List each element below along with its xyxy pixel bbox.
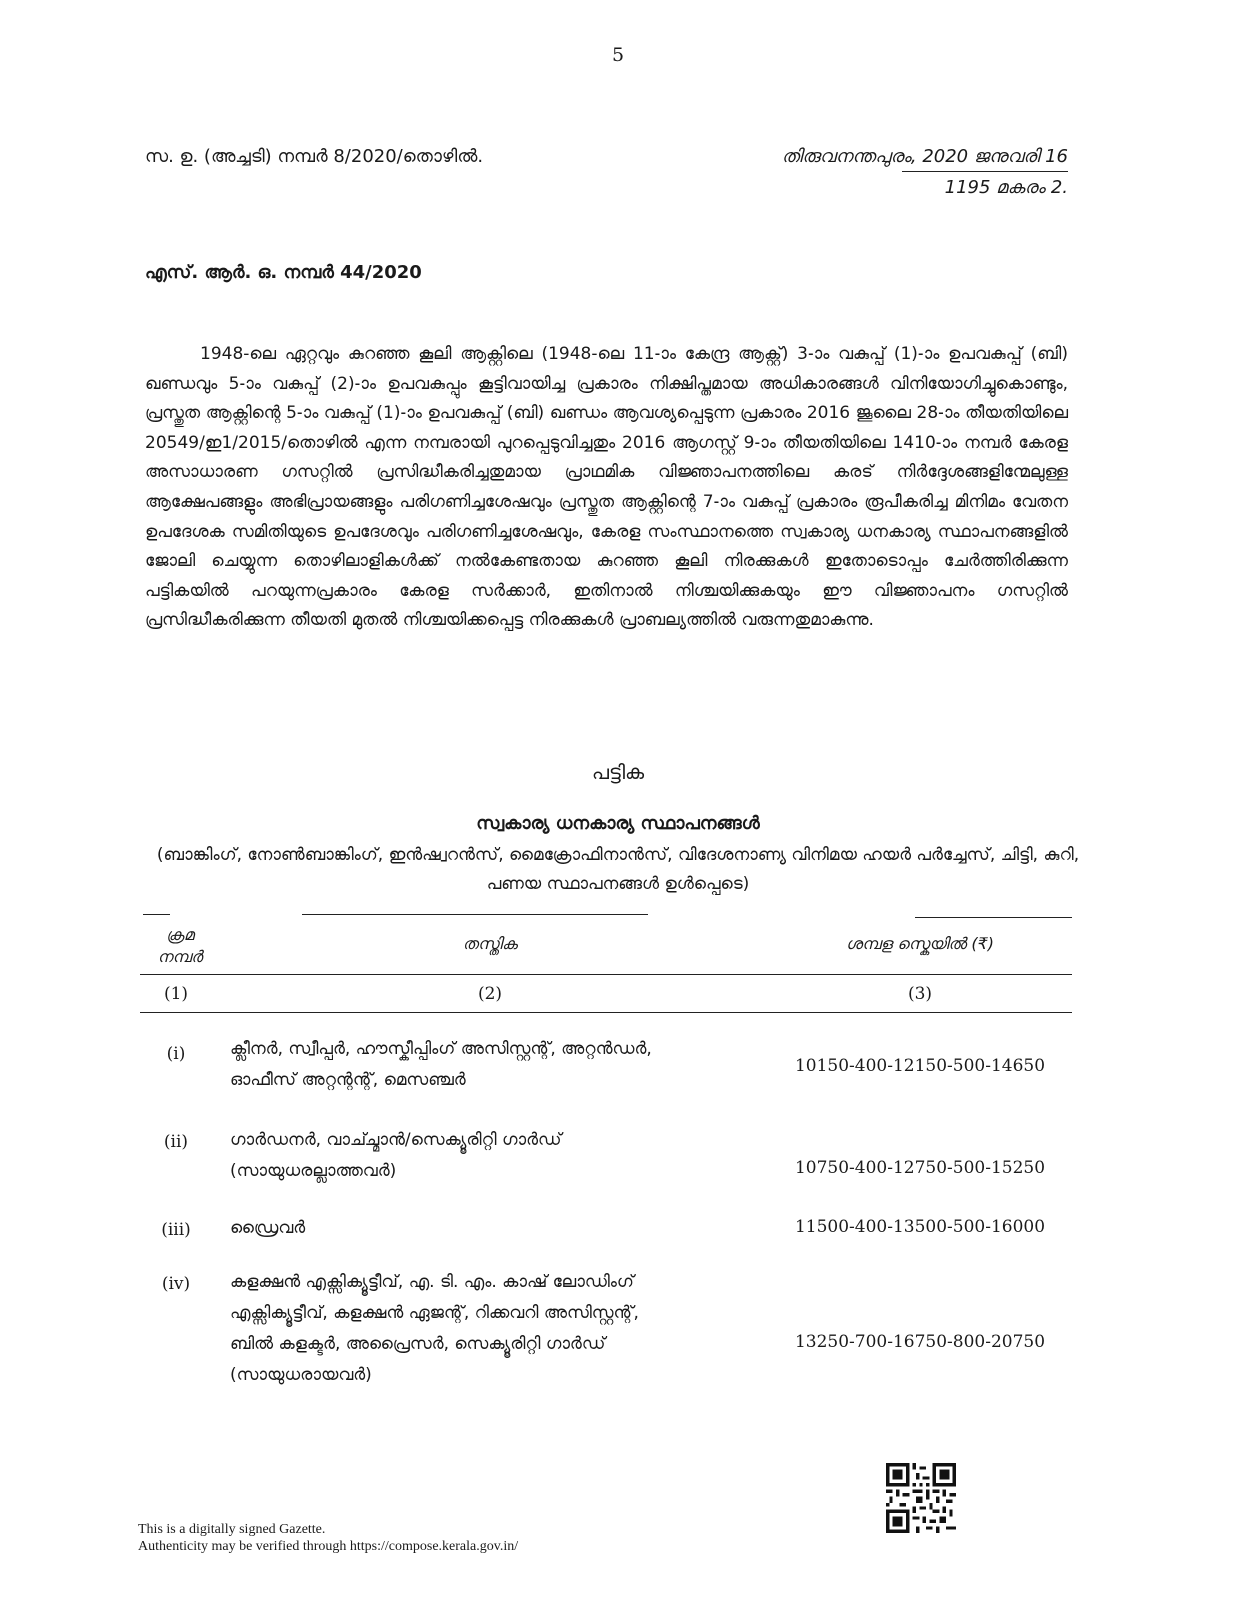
row-designation: ഡ്രൈവർ <box>230 1218 306 1238</box>
date-divider <box>902 171 1068 172</box>
row-number: (ii) <box>163 1132 189 1152</box>
schedule-title: പട്ടിക <box>591 760 645 784</box>
table-top-rule <box>143 914 170 915</box>
row-pay-scale: 10150-400-12150-500-14650 <box>794 1056 1046 1076</box>
preamble-paragraph: 1948-ലെ ഏറ്റവും കുറഞ്ഞ കൂലി ആക്റ്റിലെ (1948-ലെ 11-ാം കേന്ദ്ര ആക്റ്റ്) 3-ാം വകുപ്പ് (1)-ാം ഉപവകുപ്പ് (ബി) ഖണ്ഡവും 5-ാം വകുപ്പ് (2)-ാം ഉപവകുപ്പും കൂട്ടിവായിച്ച പ്രകാരം നിക്ഷിപ്തമായ അധികാരങ്ങൾ വിനിയോഗിച്ചുകൊണ്ടും, പ്രസ്തുത ആക്റ്റിന്റെ 5-ാം വകുപ്പ് (1)-ാം ഉപവകുപ്പ് (ബി) ഖണ്ഡം ആവശ്യപ്പെടുന്ന പ്രകാരം 2016 ജൂലൈ 28-ാം തീയതിയിലെ 20549/ഇ1/2015/തൊഴിൽ എന്ന നമ്പരായി പുറപ്പെടുവിച്ചതും 2016 ആഗസ്റ്റ് 9-ാം തീയതിയിലെ 1410-ാം നമ്പർ കേരള അസാധാരണ ഗസറ്റിൽ പ്രസിദ്ധീകരിച്ചതുമായ പ്രാഥമിക വിജ്ഞാപനത്തിലെ കരട് നിർദ്ദേശങ്ങളിന്മേലുള്ള ആക്ഷേപങ്ങളും അഭിപ്രായങ്ങളും പരിഗണിച്ചശേഷവും പ്രസ്തുത ആക്റ്റിന്റെ 7-ാം വകുപ്പ് പ്രകാരം രൂപീകരിച്ച മിനിമം വേതന ഉപദേശക സമിതിയുടെ ഉപദേശവും പരിഗണിച്ചശേഷവും, കേരള സംസ്ഥാനത്തെ സ്വകാര്യ ധനകാര്യ സ്ഥാപനങ്ങളിൽ ജോലി ചെയ്യുന്ന തൊഴിലാളികൾക്ക് നൽകേണ്ടതായ കുറഞ്ഞ കൂലി നിരക്കുകൾ ഇതോടൊപ്പം ചേർത്തിരിക്കുന്ന പട്ടികയിൽ പറയുന്നപ്രകാരം കേരള സർക്കാർ, ഇതിനാൽ നിശ്ചയിക്കുകയും ഈ വിജ്ഞാപനം ഗസറ്റിൽ പ്രസിദ്ധീകരിക്കുന്ന തീയതി മുതൽ നിശ്ചയിക്കപ്പെട്ട നിരക്കുകൾ പ്രാബല്യത്തിൽ വരുന്നതുമാകുന്നു. <box>145 344 1068 631</box>
column-number: (2) <box>477 984 503 1004</box>
header-designation: തസ്തിക <box>462 934 518 953</box>
column-number: (3) <box>907 984 933 1004</box>
table-top-rule <box>915 917 1072 918</box>
place-date: തിരുവനന്തപുരം, 2020 ജനുവരി 16 <box>781 146 1068 167</box>
order-reference: സ. ഉ. (അച്ചടി) നമ്പർ 8/2020/തൊഴിൽ. <box>145 146 484 167</box>
table-top-rule <box>302 914 648 915</box>
malayalam-era-date: 1195 മകരം 2. <box>944 177 1068 198</box>
institution-subtitle: (ബാങ്കിംഗ്, നോൺബാങ്കിംഗ്, ഇൻഷ്വറൻസ്, മൈക്രോഫിനാൻസ്, വിദേശനാണ്യ വിനിമയ ഹയർ പർച്ചേസ്, ചിട്ടി, കുറി, പണയ സ്ഥാപനങ്ങൾ ഉൾപ്പെടെ) <box>156 845 1080 894</box>
header-serial-number: ക്രമ നമ്പർ <box>157 925 203 966</box>
column-number: (1) <box>163 984 189 1004</box>
institution-title: സ്വകാര്യ ധനകാര്യ സ്ഥാപനങ്ങൾ <box>476 813 760 834</box>
column-number-rule <box>140 1012 1072 1013</box>
row-number: (iv) <box>161 1274 191 1294</box>
header-pay-scale: ശമ്പള സ്കെയിൽ (₹) <box>845 934 994 953</box>
header-rule <box>140 974 1072 975</box>
row-number: (iii) <box>161 1220 191 1240</box>
row-pay-scale: 11500-400-13500-500-16000 <box>794 1217 1046 1237</box>
row-pay-scale: 13250-700-16750-800-20750 <box>794 1332 1046 1352</box>
digital-signature-note: This is a digitally signed Gazette. Authenticity may be verified through https://compose.kerala.gov.in/ <box>138 1522 519 1554</box>
row-pay-scale: 10750-400-12750-500-15250 <box>794 1158 1046 1178</box>
row-designation: ക്ലീനർ, സ്വീപ്പർ, ഹൗസ്കീപ്പിംഗ് അസിസ്റ്റന്റ്, അറ്റൻഡർ, ഓഫീസ് അറ്റന്റന്റ്, മെസഞ്ചർ <box>230 1039 652 1090</box>
row-designation: കളക്ഷൻ എക്സിക്യൂട്ടീവ്, എ. ടി. എം. കാഷ് ലോഡിംഗ് എക്സിക്യൂട്ടീവ്, കളക്ഷൻ ഏജന്റ്, റിക്കവറി അസിസ്റ്റന്റ്, ബിൽ കളക്ടർ, അപ്രൈസർ, സെക്യൂരിറ്റി ഗാർഡ് (സായുധരായവർ) <box>230 1272 639 1385</box>
page-number: 5 <box>611 44 625 66</box>
sro-number: എസ്. ആർ. ഒ. നമ്പർ 44/2020 <box>145 262 422 283</box>
qr-code-icon <box>886 1463 956 1533</box>
row-number: (i) <box>166 1044 186 1064</box>
row-designation: ഗാർഡനർ, വാച്ച്മാൻ/സെക്യൂരിറ്റി ഗാർഡ് (സായുധരല്ലാത്തവർ) <box>230 1130 562 1181</box>
